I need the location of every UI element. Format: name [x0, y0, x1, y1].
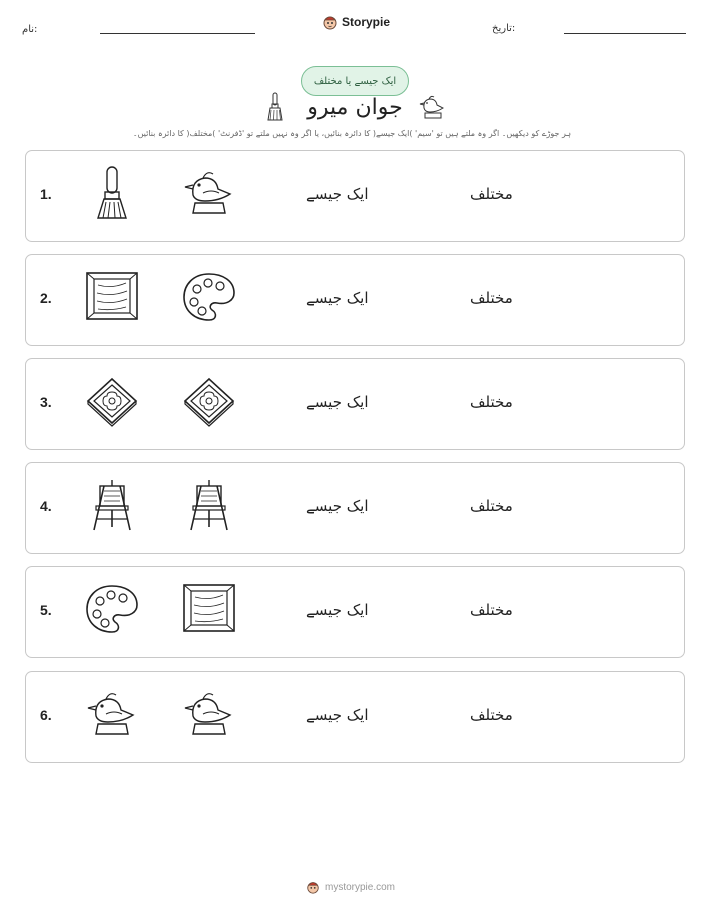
- option-same[interactable]: ایک جیسے: [306, 185, 369, 203]
- name-line[interactable]: [100, 33, 255, 34]
- option-same[interactable]: ایک جیسے: [306, 601, 369, 619]
- palette-icon: [84, 581, 140, 637]
- name-label: نام:: [22, 24, 38, 35]
- option-same[interactable]: ایک جیسے: [306, 497, 369, 515]
- brand-name: Storypie: [342, 15, 391, 29]
- paintbrush-icon: [84, 165, 140, 221]
- question-row: [25, 358, 685, 450]
- option-same[interactable]: ایک جیسے: [306, 289, 369, 307]
- question-row: [25, 462, 685, 554]
- date-label: تاریخ:: [492, 23, 516, 34]
- palette-icon: [181, 269, 237, 325]
- question-number: 5.: [40, 602, 52, 618]
- question-number: 1.: [40, 186, 52, 202]
- question-row: [25, 566, 685, 658]
- frame-icon: [181, 581, 237, 637]
- tile-icon: [84, 373, 140, 429]
- footer: [306, 880, 395, 894]
- question-number: 6.: [40, 707, 52, 723]
- bird-icon: [181, 165, 237, 221]
- footer-url[interactable]: mystorypie.com: [325, 881, 396, 893]
- easel-icon: [84, 477, 140, 533]
- question-row: [25, 671, 685, 763]
- easel-icon: [181, 477, 237, 533]
- question-number: 3.: [40, 394, 52, 410]
- option-different[interactable]: مختلف: [470, 497, 513, 515]
- bird-icon: [84, 686, 140, 742]
- question-number: 4.: [40, 498, 52, 514]
- worksheet-type-badge: ایک جیسے یا مختلف: [301, 66, 409, 96]
- option-different[interactable]: مختلف: [470, 289, 513, 307]
- instructions: ہر جوڑے کو دیکھیں۔ اگر وہ ملتے ہیں تو 'سیم' )ایک جیسے( کا دائرہ بنائیں، یا اگر وہ نہیں ملتے تو 'ڈفرنٹ' )مختلف( کا دائرہ بنائیں۔: [132, 129, 572, 138]
- page-title: جوان میرو: [307, 95, 403, 120]
- frame-icon: [84, 269, 140, 325]
- question-number: 2.: [40, 290, 52, 306]
- brand-logo: [322, 14, 390, 30]
- question-row: [25, 150, 685, 242]
- question-row: [25, 254, 685, 346]
- option-same[interactable]: ایک جیسے: [306, 393, 369, 411]
- title-paintbrush-icon: [264, 92, 286, 122]
- date-line[interactable]: [564, 33, 686, 34]
- option-same[interactable]: ایک جیسے: [306, 706, 369, 724]
- bird-icon: [181, 686, 237, 742]
- option-different[interactable]: مختلف: [470, 601, 513, 619]
- option-different[interactable]: مختلف: [470, 706, 513, 724]
- option-different[interactable]: مختلف: [470, 393, 513, 411]
- tile-icon: [181, 373, 237, 429]
- title-bird-icon: [418, 92, 446, 120]
- storypie-mascot-icon: [322, 14, 338, 30]
- option-different[interactable]: مختلف: [470, 185, 513, 203]
- storypie-mascot-icon: [306, 880, 320, 894]
